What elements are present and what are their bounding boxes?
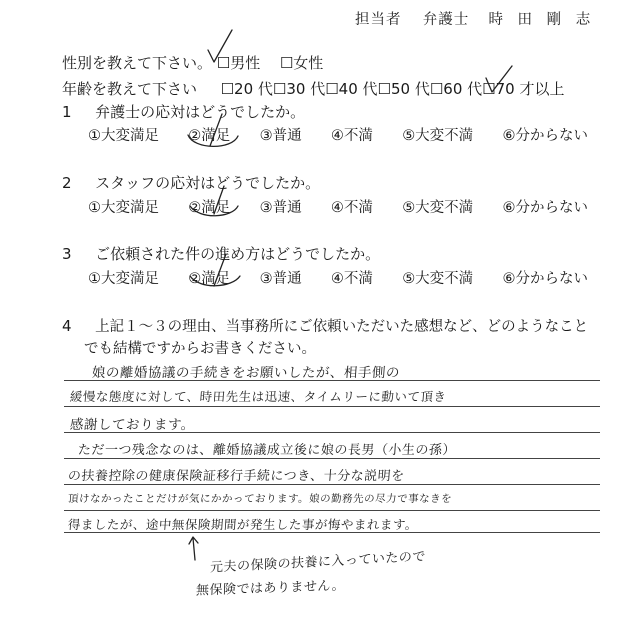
- option-satisfied[interactable]: ②満足: [188, 271, 231, 287]
- check-mark-icon: [208, 30, 232, 62]
- handwritten-note: 元夫の保険の扶養に入っていたので: [209, 549, 426, 576]
- question-text: 弁護士の応対はどうでしたか。: [95, 103, 306, 121]
- option-satisfied[interactable]: ②満足: [188, 128, 231, 144]
- age-option-20[interactable]: ☐20 代: [220, 80, 273, 98]
- handwritten-note: 無保険ではありません。: [195, 578, 346, 599]
- option-dissatisfied[interactable]: ④不満: [330, 128, 373, 144]
- age-question: 年齢を教えて下さい: [62, 80, 198, 98]
- handwritten-line: ただ一つ残念なのは、離婚協議成立後に娘の長男（小生の孫）: [77, 443, 457, 458]
- question-number: 4: [62, 317, 72, 335]
- option-unknown[interactable]: ⑥分からない: [502, 271, 588, 287]
- handwritten-line: 緩慢な態度に対して、時田先生は迅速、タイムリーに動いて頂き: [69, 389, 448, 404]
- option-very-dissatisfied[interactable]: ⑤大変不満: [402, 200, 474, 216]
- arrow-up-icon: [193, 538, 195, 560]
- question-4-instruction: でも結構ですからお書きください。: [84, 341, 316, 357]
- staff-title: 弁護士: [422, 12, 470, 28]
- option-satisfied[interactable]: ②満足: [188, 200, 231, 216]
- handwritten-line: 頂けなかったことだけが気にかかっております。娘の勤務先の尽力で事なきを: [67, 493, 453, 505]
- age-option-40[interactable]: ☐40 代: [325, 80, 378, 98]
- option-dissatisfied[interactable]: ④不満: [330, 200, 373, 216]
- age-option-70[interactable]: ☐70 才以上: [482, 80, 565, 98]
- option-neutral[interactable]: ③普通: [259, 128, 302, 144]
- gender-question: 性別を教えて下さい。: [62, 54, 213, 72]
- question-text: 上記１～３の理由、当事務所にご依頼いただいた感想など、どのようなこと: [95, 319, 589, 335]
- option-neutral[interactable]: ③普通: [259, 271, 302, 287]
- staff-name: 時 田 剛 志: [488, 12, 596, 28]
- age-option-50[interactable]: ☐50 代: [377, 80, 430, 98]
- age-option-60[interactable]: ☐60 代: [429, 80, 483, 98]
- check-mark-icon: [214, 186, 224, 214]
- option-very-dissatisfied[interactable]: ⑤大変不満: [402, 128, 474, 144]
- check-mark-icon: [486, 66, 512, 92]
- question-number: 1: [62, 103, 72, 121]
- check-mark-icon: [214, 254, 226, 286]
- age-option-30[interactable]: ☐30 代: [272, 80, 326, 98]
- question-text: ご依頼された件の進め方はどうでしたか。: [95, 245, 381, 263]
- option-very-satisfied[interactable]: ①大変満足: [88, 128, 159, 144]
- option-neutral[interactable]: ③普通: [259, 200, 302, 216]
- option-dissatisfied[interactable]: ④不満: [330, 271, 373, 287]
- question-text: スタッフの応対はどうでしたか。: [95, 174, 321, 192]
- option-very-dissatisfied[interactable]: ⑤大変不満: [402, 271, 474, 287]
- gender-option-male[interactable]: ☐男性: [216, 54, 261, 72]
- question-number: 3: [62, 245, 72, 263]
- handwritten-line: 感謝しております。: [69, 417, 196, 433]
- gender-option-female[interactable]: ☐女性: [279, 54, 324, 72]
- handwritten-line: の扶養控除の健康保険証移行手続につき、十分な説明を: [67, 469, 406, 484]
- handwritten-line: 得ましたが、途中無保険期間が発生した事が悔やまれます。: [67, 517, 419, 532]
- option-very-satisfied[interactable]: ①大変満足: [88, 200, 159, 216]
- option-very-satisfied[interactable]: ①大変満足: [88, 271, 159, 287]
- option-unknown[interactable]: ⑥分からない: [502, 128, 588, 144]
- option-unknown[interactable]: ⑥分からない: [502, 200, 588, 216]
- check-mark-icon: [210, 114, 222, 146]
- handwritten-line: 娘の離婚協議の手続きをお願いしたが、相手側の: [91, 365, 401, 381]
- question-number: 2: [62, 174, 72, 192]
- staff-role: 担当者: [355, 12, 402, 28]
